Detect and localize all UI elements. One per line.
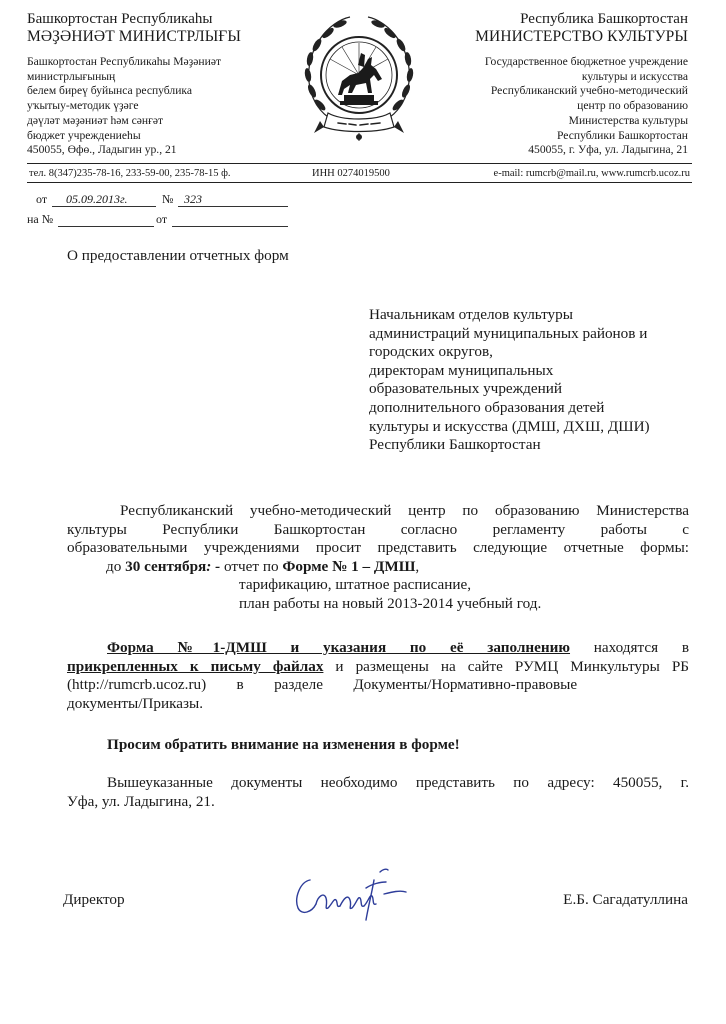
header-left-address-line: 450055, Өфө., Ладыгин ур., 21: [27, 143, 177, 157]
attention-notice: Просим обратить внимание на изменения в форме!: [107, 736, 460, 753]
registry-reply-line: [58, 226, 154, 227]
paragraph-line: Республиканский учебно-методический центр по образованию Министерства: [120, 502, 689, 519]
paragraph-line: культуры Республики Башкортостан согласно регламенту работы с: [67, 520, 689, 538]
addressee-line: образовательных учреждений: [369, 380, 562, 398]
report-deadline: 30 сентября: [125, 557, 207, 575]
paragraph-line: Уфа, ул. Ладыгина, 21.: [67, 792, 215, 810]
paragraph-text: находятся в: [570, 639, 689, 656]
header-right-address-line: Республиканский учебно-методический: [490, 84, 688, 98]
signature-position: Директор: [63, 891, 125, 908]
header-left-republic: Башкортостан Республикаһы: [27, 11, 213, 27]
paragraph-delivery-address: [67, 774, 689, 811]
report-item-comma: ,: [415, 557, 420, 575]
form-instructions-emphasis: Форма №1-ДМШ и указания по её заполнению: [107, 639, 571, 656]
addressee-line: городских округов,: [369, 343, 493, 361]
paragraph-forms-location: [67, 639, 689, 713]
paragraph-line: (http://rumcrb.ucoz.ru) в разделе Документы/Нормативно-правовые: [67, 676, 578, 694]
header-right-address-line: центр по образованию: [577, 99, 688, 113]
registry-from-label: от: [36, 192, 48, 206]
header-rule-bottom: [27, 182, 692, 183]
header-left-address-line: дәүләт мәҙәниәт һәм сәнғәт: [27, 113, 164, 127]
paragraph-line: [67, 658, 689, 677]
header-right-ministry: МИНИСТЕРСТВО КУЛЬТУРЫ: [475, 28, 688, 45]
registry-reply-label: на №: [27, 212, 54, 226]
director-signature: [288, 858, 412, 924]
header-left-address-line: министрлығының: [27, 69, 116, 83]
addressee-block: [369, 306, 650, 455]
registry-reply-from-label: от: [156, 212, 168, 226]
report-separator: : -: [206, 557, 221, 575]
header-right-address-line: Государственное бюджетное учреждение: [484, 55, 688, 68]
registry-number-label: №: [162, 192, 174, 206]
header-right-address-line: Министерства культуры: [568, 113, 688, 127]
header-rule-top: [27, 163, 692, 164]
paragraph-line: [67, 639, 689, 658]
report-item-plan: план работы на новый 2013-2014 учебный год.: [239, 594, 542, 612]
addressee-line: директорам муниципальных: [369, 361, 554, 379]
paragraph-line: образовательными учреждениями просит представить следующие отчетные формы:: [67, 539, 689, 557]
letter-subject: О предоставлении отчетных форм: [67, 247, 289, 264]
addressee-line: администраций муниципальных районов и: [369, 324, 648, 342]
header-left-address-line: Башкортостан Республикаһы Мәҙәниәт: [27, 55, 222, 68]
report-item-prefix: до: [106, 557, 122, 575]
report-item-text: отчет по: [220, 557, 283, 575]
coat-of-arms-emblem: [298, 9, 420, 145]
addressee-line: культуры и искусства (ДМШ, ДХШ, ДШИ): [369, 417, 650, 435]
contact-phones: тел. 8(347)235-78-16, 233-59-00, 235-78-15 ф.: [29, 168, 231, 179]
paragraph-line: документы/Приказы.: [67, 694, 203, 712]
addressee-line: Республики Башкортостан: [369, 436, 541, 454]
header-right-address-line: 450055, г. Уфа, ул. Ладыгина, 21: [528, 143, 688, 157]
header-right-address-line: культуры и искусства: [581, 69, 688, 83]
signature-name: Е.Б. Сагадатуллина: [563, 891, 688, 908]
report-item-tarification: тарификацию, штатное расписание,: [239, 576, 472, 594]
registry-reply-from-line: [172, 226, 288, 227]
header-left-ministry: МӘҘӘНИӘТ МИНИСТРЛЫҒЫ: [27, 28, 241, 45]
paragraph-line: Вышеуказанные документы необходимо представить по адресу: 450055, г.: [107, 774, 689, 791]
header-left-address-line: бюджет учреждениеһы: [27, 128, 141, 142]
attached-files-emphasis: прикрепленных к письму файлах: [67, 657, 324, 675]
registry-date: 05.09.2013г.: [66, 192, 128, 206]
addressee-line: дополнительного образования детей: [369, 398, 605, 416]
report-item-form1: [67, 558, 689, 577]
contact-inn: ИНН 0274019500: [312, 168, 390, 179]
contact-email-site: e-mail: rumcrb@mail.ru, www.rumcrb.ucoz.ru: [493, 168, 690, 179]
header-right-address-line: Республики Башкортостан: [557, 128, 688, 142]
header-right-republic: Республика Башкортостан: [520, 11, 688, 27]
header-left-address-line: белем биреү буйынса республика: [27, 84, 193, 98]
paragraph-text: и размещены на сайте РУМЦ Минкультуры РБ: [323, 657, 689, 675]
header-left-address: [27, 55, 221, 158]
header-right-address: [485, 55, 688, 158]
report-form-name: Форме № 1 – ДМШ: [282, 557, 416, 575]
header-left-address-line: уҡытыу-методик үҙәге: [27, 99, 139, 113]
registry-number: 323: [184, 192, 202, 206]
paragraph-request: [67, 502, 689, 614]
addressee-line: Начальникам отделов культуры: [369, 306, 573, 323]
